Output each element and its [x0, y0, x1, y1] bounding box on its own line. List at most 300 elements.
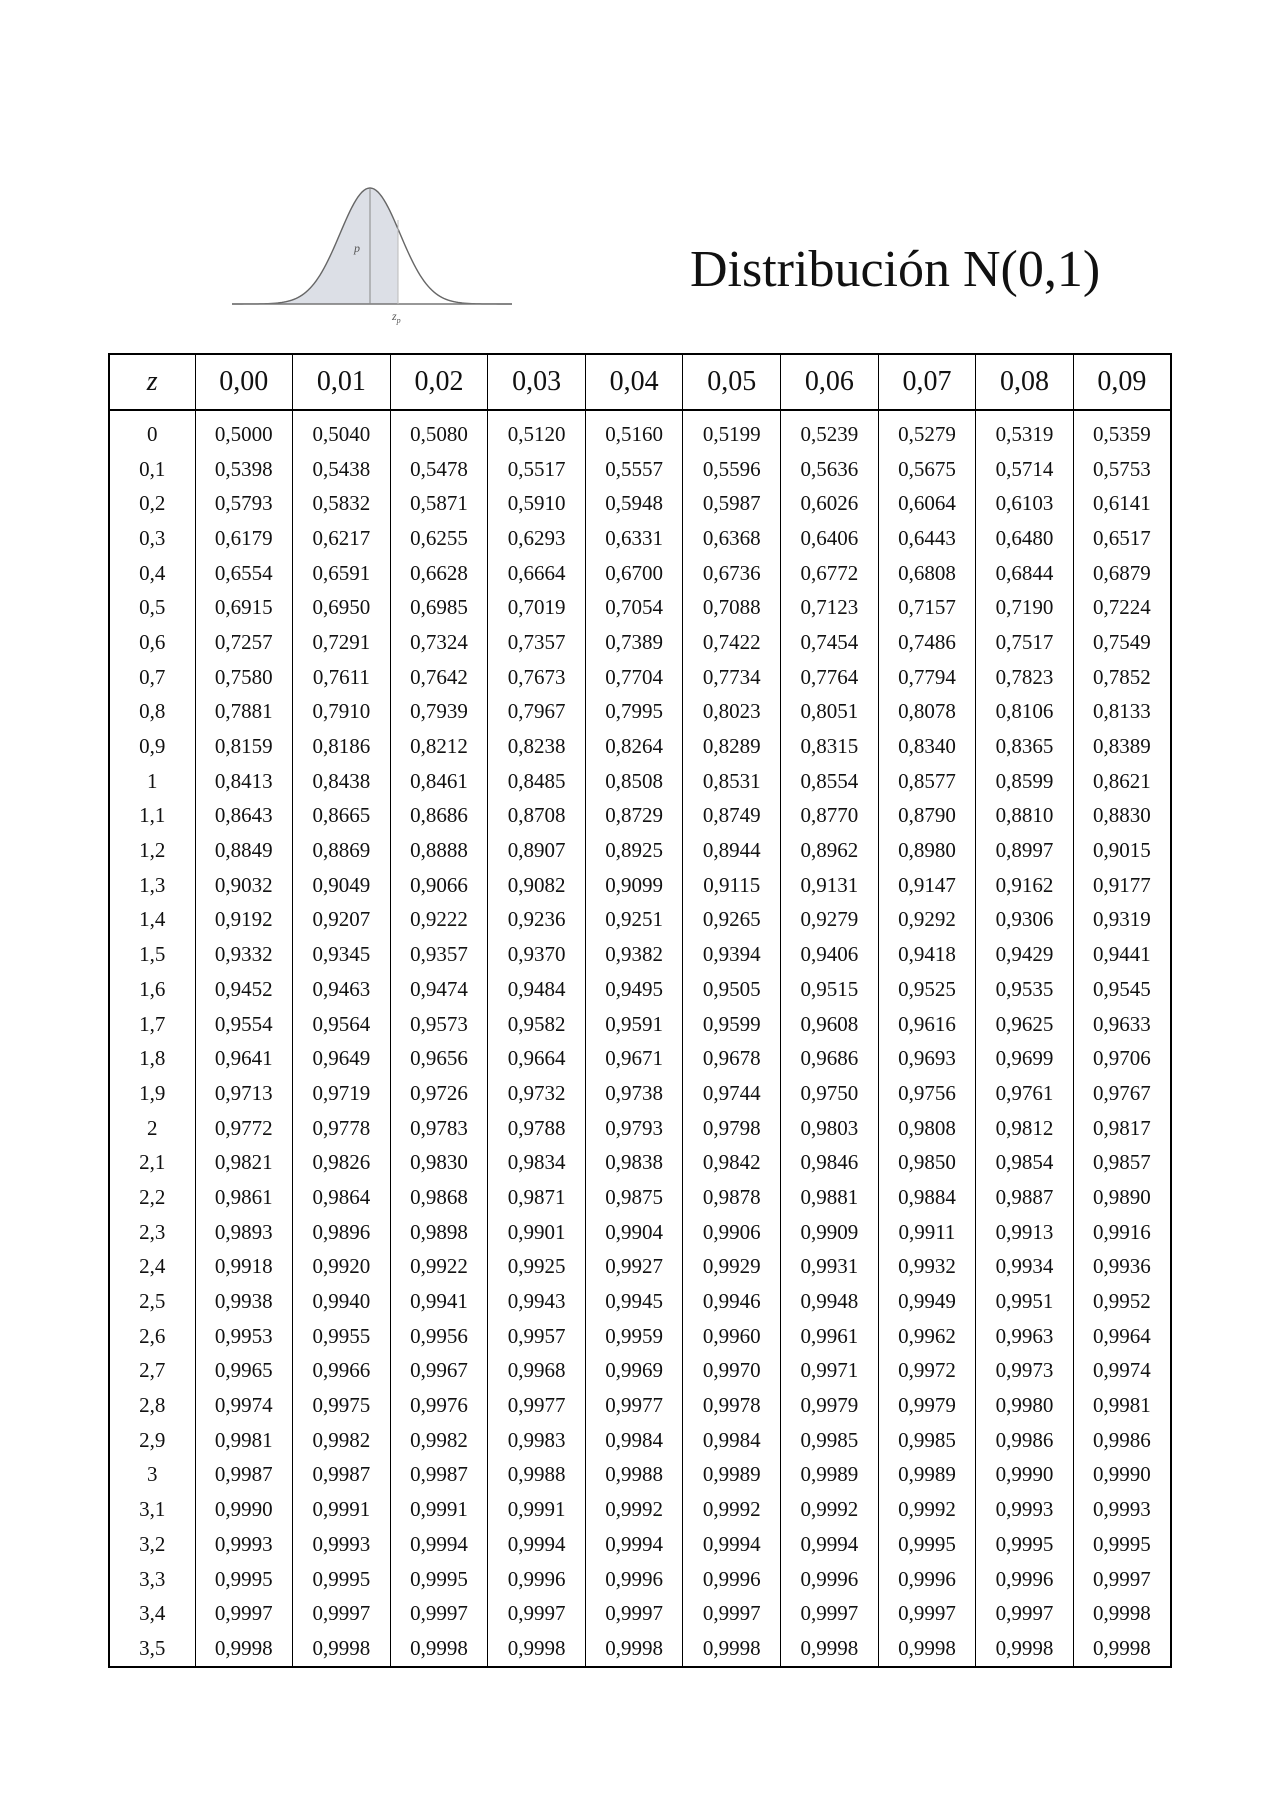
probability-cell: 0,6517	[1073, 521, 1171, 556]
probability-cell: 0,9992	[878, 1492, 976, 1527]
z-value-cell: 2	[147, 1115, 158, 1140]
table-row	[109, 972, 1171, 1007]
probability-cell: 0,9599	[683, 1007, 781, 1042]
probability-cell: 0,9963	[976, 1319, 1074, 1354]
z-value-cell: 3,3	[139, 1566, 166, 1591]
probability-cell: 0,8790	[878, 799, 976, 834]
probability-cell: 0,9991	[390, 1492, 488, 1527]
probability-cell: 0,9906	[683, 1215, 781, 1250]
probability-cell: 0,9913	[976, 1215, 1074, 1250]
probability-cell: 0,5120	[488, 410, 586, 452]
probability-cell: 0,9934	[976, 1250, 1074, 1285]
column-header: 0,09	[1073, 354, 1171, 410]
z-value-cell: 3,5	[139, 1635, 166, 1660]
probability-cell: 0,7995	[585, 695, 683, 730]
probability-cell: 0,9994	[390, 1527, 488, 1562]
probability-cell: 0,9990	[195, 1492, 293, 1527]
probability-cell: 0,9989	[683, 1458, 781, 1493]
probability-cell: 0,9987	[293, 1458, 391, 1493]
probability-cell: 0,6293	[488, 521, 586, 556]
probability-cell: 0,9998	[976, 1631, 1074, 1667]
probability-cell: 0,7324	[390, 625, 488, 660]
probability-cell: 0,6554	[195, 556, 293, 591]
probability-cell: 0,7291	[293, 625, 391, 660]
probability-cell: 0,9147	[878, 868, 976, 903]
table-row	[109, 1076, 1171, 1111]
probability-cell: 0,9981	[1073, 1388, 1171, 1423]
probability-cell: 0,9962	[878, 1319, 976, 1354]
probability-cell: 0,9890	[1073, 1180, 1171, 1215]
table-row	[109, 590, 1171, 625]
probability-cell: 0,7794	[878, 660, 976, 695]
probability-cell: 0,9826	[293, 1145, 391, 1180]
probability-cell: 0,8729	[585, 799, 683, 834]
z-value-cell: 3,4	[139, 1601, 166, 1626]
probability-cell: 0,9984	[683, 1423, 781, 1458]
probability-cell: 0,9997	[195, 1596, 293, 1631]
header-row	[109, 354, 1171, 410]
probability-cell: 0,9982	[390, 1423, 488, 1458]
probability-cell: 0,9994	[683, 1527, 781, 1562]
probability-cell: 0,9979	[878, 1388, 976, 1423]
probability-cell: 0,9978	[683, 1388, 781, 1423]
table-row	[109, 1354, 1171, 1389]
probability-cell: 0,9821	[195, 1145, 293, 1180]
probability-cell: 0,9996	[781, 1562, 879, 1597]
z-value-cell: 2,7	[139, 1358, 166, 1383]
probability-cell: 0,9798	[683, 1111, 781, 1146]
probability-cell: 0,9306	[976, 903, 1074, 938]
probability-cell: 0,9671	[585, 1041, 683, 1076]
table-row	[109, 1492, 1171, 1527]
probability-cell: 0,7764	[781, 660, 879, 695]
probability-cell: 0,9946	[683, 1284, 781, 1319]
probability-cell: 0,9918	[195, 1250, 293, 1285]
probability-cell: 0,9988	[488, 1458, 586, 1493]
table-row	[109, 1041, 1171, 1076]
probability-cell: 0,9991	[488, 1492, 586, 1527]
probability-cell: 0,8238	[488, 729, 586, 764]
probability-cell: 0,6591	[293, 556, 391, 591]
zp-label: $z_p$	[392, 309, 401, 325]
probability-cell: 0,9693	[878, 1041, 976, 1076]
probability-cell: 0,6064	[878, 486, 976, 521]
probability-cell: 0,8438	[293, 764, 391, 799]
probability-cell: 0,9898	[390, 1215, 488, 1250]
probability-cell: 0,9846	[781, 1145, 879, 1180]
probability-cell: 0,9778	[293, 1111, 391, 1146]
probability-cell: 0,6480	[976, 521, 1074, 556]
probability-cell: 0,8849	[195, 833, 293, 868]
probability-cell: 0,9625	[976, 1007, 1074, 1042]
z-value-cell: 1,6	[139, 976, 166, 1001]
probability-cell: 0,9997	[585, 1596, 683, 1631]
probability-cell: 0,9616	[878, 1007, 976, 1042]
probability-cell: 0,9032	[195, 868, 293, 903]
probability-cell: 0,7190	[976, 590, 1074, 625]
z-value-cell: 0,8	[139, 699, 166, 724]
probability-cell: 0,5987	[683, 486, 781, 521]
probability-cell: 0,9394	[683, 937, 781, 972]
probability-cell: 0,5675	[878, 452, 976, 487]
probability-cell: 0,8907	[488, 833, 586, 868]
probability-cell: 0,7157	[878, 590, 976, 625]
probability-cell: 0,9995	[1073, 1527, 1171, 1562]
probability-cell: 0,9418	[878, 937, 976, 972]
column-header: 0,05	[683, 354, 781, 410]
table-row	[109, 1007, 1171, 1042]
probability-cell: 0,5517	[488, 452, 586, 487]
probability-cell: 0,9535	[976, 972, 1074, 1007]
z-value-cell: 0,9	[139, 734, 166, 759]
probability-cell: 0,7642	[390, 660, 488, 695]
probability-cell: 0,7123	[781, 590, 879, 625]
table-row	[109, 1111, 1171, 1146]
table-row	[109, 833, 1171, 868]
z-value-cell: 2,5	[139, 1289, 166, 1314]
probability-cell: 0,9911	[878, 1215, 976, 1250]
probability-cell: 0,5040	[293, 410, 391, 452]
probability-cell: 0,9977	[585, 1388, 683, 1423]
probability-cell: 0,8944	[683, 833, 781, 868]
probability-cell: 0,7967	[488, 695, 586, 730]
probability-cell: 0,7019	[488, 590, 586, 625]
probability-cell: 0,8621	[1073, 764, 1171, 799]
probability-cell: 0,9463	[293, 972, 391, 1007]
probability-cell: 0,8577	[878, 764, 976, 799]
probability-cell: 0,8186	[293, 729, 391, 764]
probability-cell: 0,9761	[976, 1076, 1074, 1111]
probability-cell: 0,5199	[683, 410, 781, 452]
probability-cell: 0,9968	[488, 1354, 586, 1389]
probability-cell: 0,9992	[683, 1492, 781, 1527]
z-value-cell: 0,6	[139, 629, 166, 654]
probability-cell: 0,9997	[781, 1596, 879, 1631]
table-row	[109, 764, 1171, 799]
probability-cell: 0,9927	[585, 1250, 683, 1285]
z-value-cell: 0,5	[139, 595, 166, 620]
probability-cell: 0,9875	[585, 1180, 683, 1215]
probability-cell: 0,9961	[781, 1319, 879, 1354]
probability-cell: 0,9998	[488, 1631, 586, 1667]
probability-cell: 0,9834	[488, 1145, 586, 1180]
table-row	[109, 1562, 1171, 1597]
probability-cell: 0,9987	[390, 1458, 488, 1493]
probability-cell: 0,8389	[1073, 729, 1171, 764]
z-value-cell: 1,2	[139, 838, 166, 863]
column-header: 0,00	[195, 354, 293, 410]
probability-cell: 0,9265	[683, 903, 781, 938]
probability-cell: 0,9995	[878, 1527, 976, 1562]
table-row	[109, 1250, 1171, 1285]
probability-cell: 0,8315	[781, 729, 879, 764]
shaded-area	[232, 188, 398, 304]
probability-cell: 0,9966	[293, 1354, 391, 1389]
probability-cell: 0,9719	[293, 1076, 391, 1111]
probability-cell: 0,7486	[878, 625, 976, 660]
probability-cell: 0,9207	[293, 903, 391, 938]
probability-cell: 0,9997	[976, 1596, 1074, 1631]
z-value-cell: 2,2	[139, 1184, 166, 1209]
probability-cell: 0,8051	[781, 695, 879, 730]
table-row	[109, 1388, 1171, 1423]
probability-cell: 0,9909	[781, 1215, 879, 1250]
probability-cell: 0,9938	[195, 1284, 293, 1319]
probability-cell: 0,7088	[683, 590, 781, 625]
probability-cell: 0,9987	[195, 1458, 293, 1493]
p-label: p	[354, 241, 360, 255]
probability-cell: 0,9803	[781, 1111, 879, 1146]
probability-cell: 0,9345	[293, 937, 391, 972]
bell-curve-graphic	[228, 170, 518, 330]
probability-cell: 0,9985	[781, 1423, 879, 1458]
probability-cell: 0,7054	[585, 590, 683, 625]
probability-cell: 0,8078	[878, 695, 976, 730]
probability-cell: 0,6103	[976, 486, 1074, 521]
probability-cell: 0,8869	[293, 833, 391, 868]
probability-cell: 0,9998	[390, 1631, 488, 1667]
probability-cell: 0,6915	[195, 590, 293, 625]
probability-cell: 0,9996	[488, 1562, 586, 1597]
probability-cell: 0,9713	[195, 1076, 293, 1111]
probability-cell: 0,9864	[293, 1180, 391, 1215]
probability-cell: 0,9641	[195, 1041, 293, 1076]
probability-cell: 0,8212	[390, 729, 488, 764]
probability-cell: 0,5239	[781, 410, 879, 452]
probability-cell: 0,6443	[878, 521, 976, 556]
z-header: z	[109, 354, 195, 410]
table-row	[109, 937, 1171, 972]
probability-cell: 0,8997	[976, 833, 1074, 868]
probability-cell: 0,6368	[683, 521, 781, 556]
probability-cell: 0,9994	[585, 1527, 683, 1562]
table-row	[109, 660, 1171, 695]
probability-cell: 0,9948	[781, 1284, 879, 1319]
probability-cell: 0,7673	[488, 660, 586, 695]
probability-cell: 0,9850	[878, 1145, 976, 1180]
probability-cell: 0,9484	[488, 972, 586, 1007]
probability-cell: 0,8980	[878, 833, 976, 868]
probability-cell: 0,9049	[293, 868, 391, 903]
probability-cell: 0,9953	[195, 1319, 293, 1354]
probability-cell: 0,9750	[781, 1076, 879, 1111]
probability-cell: 0,9854	[976, 1145, 1074, 1180]
table-row	[109, 521, 1171, 556]
probability-cell: 0,9429	[976, 937, 1074, 972]
column-header: 0,04	[585, 354, 683, 410]
z-value-cell: 1	[147, 768, 158, 793]
probability-cell: 0,6255	[390, 521, 488, 556]
probability-cell: 0,8508	[585, 764, 683, 799]
probability-cell: 0,9554	[195, 1007, 293, 1042]
z-value-cell: 1,8	[139, 1046, 166, 1071]
table-row	[109, 452, 1171, 487]
z-value-cell: 1,5	[139, 942, 166, 967]
probability-cell: 0,9686	[781, 1041, 879, 1076]
probability-cell: 0,6406	[781, 521, 879, 556]
table-row	[109, 1631, 1171, 1667]
column-header: 0,03	[488, 354, 586, 410]
probability-cell: 0,9441	[1073, 937, 1171, 972]
probability-cell: 0,8106	[976, 695, 1074, 730]
probability-cell: 0,9868	[390, 1180, 488, 1215]
probability-cell: 0,9997	[488, 1596, 586, 1631]
probability-cell: 0,9222	[390, 903, 488, 938]
probability-cell: 0,5753	[1073, 452, 1171, 487]
probability-cell: 0,9969	[585, 1354, 683, 1389]
probability-cell: 0,9981	[195, 1423, 293, 1458]
probability-cell: 0,9656	[390, 1041, 488, 1076]
probability-cell: 0,9887	[976, 1180, 1074, 1215]
probability-cell: 0,9996	[976, 1562, 1074, 1597]
z-value-cell: 3	[147, 1462, 158, 1487]
probability-cell: 0,8830	[1073, 799, 1171, 834]
probability-cell: 0,9649	[293, 1041, 391, 1076]
probability-cell: 0,8810	[976, 799, 1074, 834]
probability-cell: 0,9997	[878, 1596, 976, 1631]
probability-cell: 0,5714	[976, 452, 1074, 487]
probability-cell: 0,9956	[390, 1319, 488, 1354]
probability-cell: 0,7257	[195, 625, 293, 660]
probability-cell: 0,9525	[878, 972, 976, 1007]
probability-cell: 0,8708	[488, 799, 586, 834]
z-value-cell: 2,9	[139, 1427, 166, 1452]
z-value-cell: 1,3	[139, 872, 166, 897]
probability-cell: 0,5160	[585, 410, 683, 452]
probability-cell: 0,8365	[976, 729, 1074, 764]
probability-cell: 0,9990	[976, 1458, 1074, 1493]
probability-cell: 0,6950	[293, 590, 391, 625]
probability-cell: 0,6217	[293, 521, 391, 556]
probability-cell: 0,5910	[488, 486, 586, 521]
probability-cell: 0,9382	[585, 937, 683, 972]
table-row	[109, 1458, 1171, 1493]
probability-cell: 0,7517	[976, 625, 1074, 660]
probability-cell: 0,8133	[1073, 695, 1171, 730]
probability-cell: 0,9998	[878, 1631, 976, 1667]
z-value-cell: 1,9	[139, 1080, 166, 1105]
probability-cell: 0,9998	[195, 1631, 293, 1667]
probability-cell: 0,8643	[195, 799, 293, 834]
probability-cell: 0,9251	[585, 903, 683, 938]
probability-cell: 0,9177	[1073, 868, 1171, 903]
probability-cell: 0,9967	[390, 1354, 488, 1389]
probability-cell: 0,8599	[976, 764, 1074, 799]
probability-cell: 0,9998	[1073, 1596, 1171, 1631]
probability-cell: 0,9871	[488, 1180, 586, 1215]
probability-cell: 0,9982	[293, 1423, 391, 1458]
probability-cell: 0,7454	[781, 625, 879, 660]
probability-cell: 0,5080	[390, 410, 488, 452]
table-body	[109, 410, 1171, 1667]
probability-cell: 0,9997	[1073, 1562, 1171, 1597]
probability-cell: 0,9783	[390, 1111, 488, 1146]
probability-cell: 0,9678	[683, 1041, 781, 1076]
probability-cell: 0,9808	[878, 1111, 976, 1146]
table-row	[109, 1596, 1171, 1631]
probability-cell: 0,6700	[585, 556, 683, 591]
table-row	[109, 1145, 1171, 1180]
table-row	[109, 695, 1171, 730]
probability-cell: 0,9957	[488, 1319, 586, 1354]
probability-cell: 0,5438	[293, 452, 391, 487]
probability-cell: 0,8665	[293, 799, 391, 834]
probability-cell: 0,9279	[781, 903, 879, 938]
probability-cell: 0,7734	[683, 660, 781, 695]
probability-cell: 0,8023	[683, 695, 781, 730]
probability-cell: 0,9357	[390, 937, 488, 972]
probability-cell: 0,9732	[488, 1076, 586, 1111]
probability-cell: 0,9664	[488, 1041, 586, 1076]
probability-cell: 0,9015	[1073, 833, 1171, 868]
probability-cell: 0,8461	[390, 764, 488, 799]
probability-cell: 0,9974	[1073, 1354, 1171, 1389]
probability-cell: 0,9893	[195, 1215, 293, 1250]
probability-cell: 0,7704	[585, 660, 683, 695]
probability-cell: 0,9573	[390, 1007, 488, 1042]
probability-cell: 0,9988	[585, 1458, 683, 1493]
probability-cell: 0,9996	[683, 1562, 781, 1597]
probability-cell: 0,8749	[683, 799, 781, 834]
probability-cell: 0,9066	[390, 868, 488, 903]
probability-cell: 0,8289	[683, 729, 781, 764]
column-header: 0,06	[781, 354, 879, 410]
probability-cell: 0,9878	[683, 1180, 781, 1215]
probability-cell: 0,8340	[878, 729, 976, 764]
probability-cell: 0,9767	[1073, 1076, 1171, 1111]
probability-cell: 0,9997	[390, 1596, 488, 1631]
z-value-cell: 3,2	[139, 1531, 166, 1556]
probability-cell: 0,9192	[195, 903, 293, 938]
probability-cell: 0,6628	[390, 556, 488, 591]
probability-cell: 0,9904	[585, 1215, 683, 1250]
probability-cell: 0,5478	[390, 452, 488, 487]
probability-cell: 0,7580	[195, 660, 293, 695]
probability-cell: 0,6808	[878, 556, 976, 591]
probability-cell: 0,6879	[1073, 556, 1171, 591]
probability-cell: 0,7910	[293, 695, 391, 730]
probability-cell: 0,9989	[878, 1458, 976, 1493]
probability-cell: 0,5000	[195, 410, 293, 452]
probability-cell: 0,9591	[585, 1007, 683, 1042]
probability-cell: 0,9949	[878, 1284, 976, 1319]
z-value-cell: 0,2	[139, 491, 166, 516]
column-header: 0,07	[878, 354, 976, 410]
probability-cell: 0,9332	[195, 937, 293, 972]
probability-cell: 0,9861	[195, 1180, 293, 1215]
probability-cell: 0,5832	[293, 486, 391, 521]
normal-curve-figure	[228, 170, 518, 330]
probability-cell: 0,6664	[488, 556, 586, 591]
probability-cell: 0,9998	[781, 1631, 879, 1667]
probability-cell: 0,9994	[781, 1527, 879, 1562]
probability-cell: 0,9992	[585, 1492, 683, 1527]
column-header: 0,08	[976, 354, 1074, 410]
probability-cell: 0,9706	[1073, 1041, 1171, 1076]
probability-cell: 0,9319	[1073, 903, 1171, 938]
probability-cell: 0,9929	[683, 1250, 781, 1285]
probability-cell: 0,9997	[293, 1596, 391, 1631]
probability-cell: 0,9983	[488, 1423, 586, 1458]
probability-cell: 0,5636	[781, 452, 879, 487]
probability-cell: 0,9131	[781, 868, 879, 903]
probability-cell: 0,9998	[683, 1631, 781, 1667]
probability-cell: 0,9236	[488, 903, 586, 938]
probability-cell: 0,9838	[585, 1145, 683, 1180]
probability-cell: 0,6179	[195, 521, 293, 556]
probability-cell: 0,9952	[1073, 1284, 1171, 1319]
probability-cell: 0,9973	[976, 1354, 1074, 1389]
